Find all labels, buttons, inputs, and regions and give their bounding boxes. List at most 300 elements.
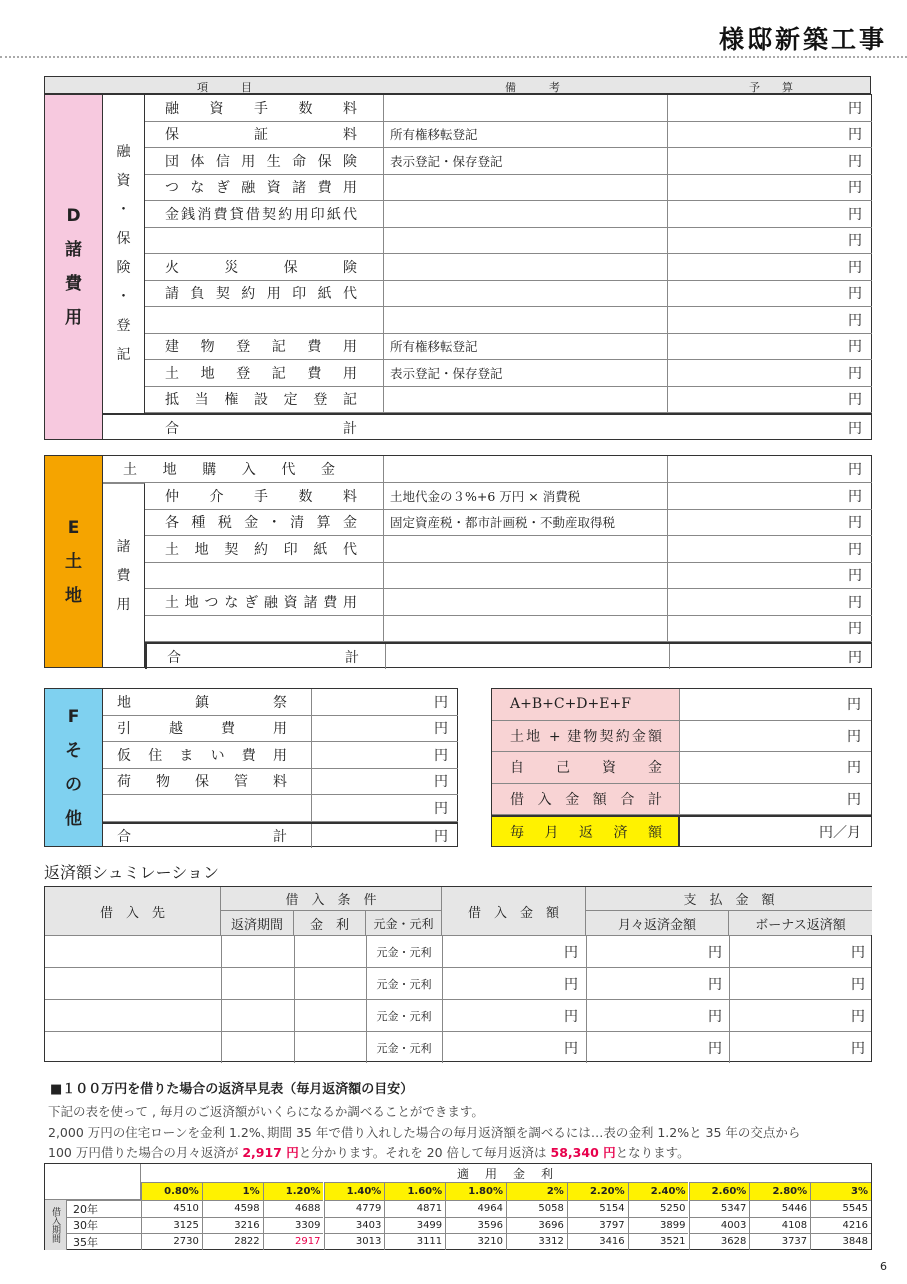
side-label: 借入期間: [45, 1200, 67, 1250]
divider: [221, 936, 222, 967]
section-label-char: の: [65, 774, 82, 795]
row-yen: 円: [848, 339, 862, 356]
table-row: [145, 281, 872, 308]
value-cell: 3797: [567, 1217, 628, 1234]
sim-row: [45, 1031, 871, 1063]
row-note: 所有権移転登記: [390, 339, 478, 355]
value-cell: 2730: [141, 1233, 202, 1250]
summary-label: [510, 784, 662, 815]
table-row: [103, 795, 458, 822]
header-budget: 予 算: [749, 81, 793, 94]
row-note: [384, 387, 390, 413]
total-text: 合 計: [167, 649, 359, 666]
term-cell: 35年: [67, 1233, 141, 1250]
row-note: [384, 228, 390, 254]
sim-amount-yen: 円: [564, 1040, 578, 1057]
row-item: [165, 254, 357, 280]
row-note: [384, 281, 390, 307]
table-row: [103, 716, 458, 743]
quick-desc-3: [48, 1143, 690, 1161]
value-cell: 4779: [324, 1200, 385, 1217]
sublabel-char: 登: [116, 318, 131, 334]
row-item-text: 土地契約印紙代: [165, 541, 357, 558]
value-cell: 5250: [628, 1200, 689, 1217]
row-item-text: 火 災 保 険: [165, 259, 357, 276]
row-item-text: 保 証 料: [165, 127, 357, 144]
row-yen: 円: [848, 515, 862, 532]
desc3-e: となります。: [615, 1145, 690, 1160]
section-label-char: E: [67, 517, 80, 538]
row-note: [384, 201, 390, 227]
row-item: [117, 769, 287, 795]
divider: [0, 56, 907, 58]
sim-type: 元金・元利: [376, 977, 432, 991]
value-cell: 3013: [324, 1233, 385, 1250]
sim-amount-yen: 円: [564, 976, 578, 993]
total-yen: 円: [434, 828, 448, 845]
value-cell: 4688: [263, 1200, 324, 1217]
sim-bonus-yen: 円: [851, 944, 865, 961]
sim-amount-yen: 円: [564, 1008, 578, 1025]
row-note: [384, 307, 390, 333]
sim-rate-header: 金 利: [294, 911, 366, 935]
divider: [667, 228, 668, 254]
sim-bonus-yen: 円: [851, 1040, 865, 1057]
rate-cell: 2.40%: [628, 1182, 689, 1200]
divider: [667, 175, 668, 201]
row-note: 表示登記・保存登記: [390, 153, 503, 169]
table-row: [145, 201, 872, 228]
section-label-char: 他: [65, 808, 82, 829]
table-row: [145, 228, 872, 255]
sim-monthly-yen: 円: [708, 1008, 722, 1025]
value-cell: 5154: [567, 1200, 628, 1217]
rate-cell: 2%: [506, 1182, 567, 1200]
total-row: [103, 413, 872, 440]
row-yen: 円: [848, 365, 862, 382]
section-d-sublabel: [103, 95, 145, 413]
row-yen: 円: [848, 233, 862, 250]
row-yen: 円: [848, 127, 862, 144]
section-e-sublabel: [103, 483, 145, 668]
row-yen: 円: [848, 100, 862, 117]
row-item: [165, 563, 357, 589]
monthly-text: 毎 月 返 済 額: [510, 824, 662, 841]
row-yen: 円: [848, 180, 862, 197]
total-label: [117, 824, 287, 848]
quick-title: ■１００万円を借りた場合の返済早見表（毎月返済額の目安）: [50, 1082, 414, 1097]
row-yen: 円: [434, 747, 448, 764]
row-item: [165, 228, 357, 254]
table-row: [145, 122, 872, 149]
sim-monthly-yen: 円: [708, 976, 722, 993]
divider: [667, 122, 668, 148]
row-item: [117, 689, 287, 715]
sublabel-char: 険: [116, 260, 131, 276]
quick-desc-1: 下記の表を使って , 毎月のご返済額がいくらになるか調べることができます。: [48, 1104, 484, 1119]
section-label-char: 地: [65, 585, 82, 606]
value-cell: 4216: [810, 1217, 871, 1234]
total-row: [103, 822, 458, 848]
total-text: 合 計: [165, 420, 357, 437]
rate-cell: 1%: [202, 1182, 263, 1200]
section-d-label: [45, 95, 103, 439]
divider: [221, 1032, 222, 1063]
divider: [667, 201, 668, 227]
summary-yen: 円: [847, 728, 861, 745]
divider: [294, 968, 295, 999]
row-yen: 円: [848, 286, 862, 303]
rate-cell: 1.60%: [384, 1182, 445, 1200]
divider: [667, 510, 668, 536]
row-note: [384, 175, 390, 201]
sim-bonus-yen: 円: [851, 1008, 865, 1025]
row-item: [165, 334, 357, 360]
monthly-row: [492, 815, 871, 846]
desc3-a: 100 万円借りた場合の月々返済が: [48, 1145, 243, 1160]
sim-bonus-header: ボーナス返済額: [729, 911, 872, 935]
row-note: 表示登記・保存登記: [390, 365, 503, 381]
table-row: [145, 483, 872, 510]
section-label-char: D: [66, 206, 81, 226]
desc3-c: と分かります。それを 20 倍して毎月返済は: [298, 1145, 551, 1160]
row-item-text: 請負契約用印紙代: [165, 286, 357, 303]
table-row: [103, 769, 458, 796]
sim-bonus-yen: 円: [851, 976, 865, 993]
row-item-text: 土 地 登 記 費 用: [165, 365, 357, 382]
total-yen: 円: [848, 420, 862, 437]
row-yen: 円: [848, 153, 862, 170]
page-number: 6: [880, 1260, 887, 1273]
rate-cell: 1.40%: [324, 1182, 385, 1200]
simulation-title: 返済額シュミレーション: [44, 863, 220, 882]
value-cell: 5347: [689, 1200, 750, 1217]
section-label-char: そ: [65, 740, 82, 761]
total-yen: 円: [848, 649, 862, 666]
section-label-char: 土: [65, 551, 82, 572]
divider: [669, 644, 670, 669]
row-item: [165, 360, 357, 386]
total-row: [145, 642, 872, 669]
divider: [311, 769, 312, 795]
divider: [294, 936, 295, 967]
quick-desc-2: 2,000 万円の住宅ローンを金利 1.2%､期間 35 年で借り入れした場合の毎月返済額を調べるには…表の金利 1.2%と 35 年の交点から: [48, 1125, 801, 1140]
value-cell: 3521: [628, 1233, 689, 1250]
section-f-label: [45, 689, 103, 846]
row-note: [384, 95, 390, 121]
desc3-highlight-1: 2,917 円: [242, 1145, 299, 1160]
table-row: [145, 510, 872, 537]
section-e-label: [45, 456, 103, 667]
row-item-text: 地 鎮 祭: [117, 694, 287, 711]
row-yen: 円: [848, 259, 862, 276]
row-yen: 円: [848, 541, 862, 558]
desc3-highlight-2: 58,340 円: [550, 1145, 616, 1160]
row-yen: 円: [848, 462, 862, 478]
total-label: [165, 415, 357, 440]
value-cell: 3309: [263, 1217, 324, 1234]
row-yen: 円: [848, 621, 862, 638]
divider: [667, 589, 668, 615]
divider: [311, 742, 312, 768]
table-row: [145, 148, 872, 175]
sublabel-char: 諸: [116, 538, 131, 555]
divider: [385, 644, 386, 669]
value-cell: 4003: [689, 1217, 750, 1234]
table-row: [103, 742, 458, 769]
table-row: [103, 456, 872, 483]
row-item: [165, 589, 357, 615]
sim-pay-header: 支 払 金 額: [586, 887, 872, 911]
row-item: [165, 95, 357, 121]
row-yen: 円: [848, 594, 862, 611]
summary-row: [492, 784, 871, 816]
table-row: [145, 95, 872, 122]
row-note: 所有権移転登記: [390, 127, 478, 143]
divider: [667, 483, 668, 509]
summary-label: [510, 721, 662, 752]
sim-type: 元金・元利: [376, 945, 432, 959]
sim-type-header: 元金・元利: [366, 911, 442, 935]
summary-yen: 円: [847, 760, 861, 777]
value-cell: 4108: [749, 1217, 810, 1234]
sim-period-header: 返済期間: [221, 911, 294, 935]
row-item: [123, 456, 335, 482]
section-label-char: 費: [65, 274, 82, 294]
simulation-table: [44, 886, 872, 1062]
divider: [311, 824, 312, 848]
divider: [667, 254, 668, 280]
divider: [221, 1000, 222, 1031]
monthly-unit: 円／月: [819, 824, 861, 841]
value-cell: 4871: [384, 1200, 445, 1217]
monthly-label: [510, 817, 662, 846]
summary-row: [492, 721, 871, 753]
value-cell: 3628: [689, 1233, 750, 1250]
value-cell: 3737: [749, 1233, 810, 1250]
summary-row: [492, 752, 871, 784]
sublabel-char: ・: [116, 202, 131, 218]
table-row: [145, 616, 872, 643]
header-blank: [45, 1164, 141, 1200]
value-cell: 4510: [141, 1200, 202, 1217]
divider: [667, 387, 668, 413]
section-label-char: 用: [65, 308, 82, 328]
rate-cell: 2.80%: [749, 1182, 810, 1200]
row-item: [165, 510, 357, 536]
section-e: [44, 455, 872, 668]
rate-cell: 0.80%: [141, 1182, 202, 1200]
row-item: [165, 307, 357, 333]
sublabel-char: 記: [116, 347, 131, 363]
table-row: [145, 387, 872, 414]
divider: [667, 360, 668, 386]
section-f: [44, 688, 458, 847]
sim-lender-header: 借 入 先: [45, 887, 221, 935]
value-cell: 3899: [628, 1217, 689, 1234]
row-item-text: 仲 介 手 数 料: [165, 488, 357, 505]
sim-monthly-header: 月々返済金額: [586, 911, 729, 935]
value-cell: 3416: [567, 1233, 628, 1250]
divider: [311, 716, 312, 742]
divider: [667, 563, 668, 589]
sim-row: [45, 999, 871, 1031]
row-item-text: 仮住まい費用: [117, 747, 287, 764]
sim-cond-header: 借 入 条 件: [221, 887, 442, 911]
term-cell: 30年: [67, 1217, 141, 1234]
row-item-text: 土地つなぎ融資諸費用: [165, 594, 357, 611]
summary-text: 自 己 資 金: [510, 760, 662, 777]
value-cell: 2917: [263, 1233, 324, 1250]
summary-text: 土地 + 建物契約金額: [510, 728, 662, 745]
rate-cell: 3%: [810, 1182, 871, 1200]
value-cell: 3210: [445, 1233, 506, 1250]
section-d: [44, 94, 872, 440]
row-item-text: 土 地 購 入 代 金: [123, 462, 335, 478]
row-item-text: 金銭消費貸借契約用印紙代: [165, 206, 357, 223]
row-item: [165, 536, 357, 562]
row-yen: 円: [848, 206, 862, 223]
row-item: [165, 281, 357, 307]
table-row: [145, 254, 872, 281]
row-note: 土地代金の３%+6 万円 × 消費税: [390, 488, 581, 504]
summary-text: 借入金額合計: [510, 791, 662, 808]
rate-cell: 1.80%: [445, 1182, 506, 1200]
row-yen: 円: [848, 392, 862, 409]
row-item: [165, 148, 357, 174]
total-label: [167, 644, 359, 669]
divider: [221, 968, 222, 999]
rate-cell: 2.20%: [567, 1182, 628, 1200]
value-cell: 3848: [810, 1233, 871, 1250]
value-cell: 5545: [810, 1200, 871, 1217]
value-cell: 3499: [384, 1217, 445, 1234]
value-cell: 5446: [749, 1200, 810, 1217]
divider: [667, 148, 668, 174]
summary-yen: 円: [847, 791, 861, 808]
row-item-text: 荷 物 保 管 料: [117, 774, 287, 791]
sim-amount-header: 借 入 金 額: [442, 887, 586, 935]
sim-type: 元金・元利: [376, 1041, 432, 1055]
row-item: [165, 616, 357, 642]
table-row: [145, 589, 872, 616]
sublabel-char: 費: [116, 567, 131, 584]
row-item-text: つなぎ融資諸費用: [165, 180, 357, 197]
value-cell: 3111: [384, 1233, 445, 1250]
value-cell: 5058: [506, 1200, 567, 1217]
value-cell: 3216: [202, 1217, 263, 1234]
quick-table: [44, 1163, 872, 1250]
row-item-text: 抵 当 権 設 定 登 記: [165, 392, 357, 409]
rate-cell: 2.60%: [689, 1182, 750, 1200]
divider: [311, 795, 312, 821]
table-row: [145, 563, 872, 590]
row-yen: 円: [848, 488, 862, 505]
summary-text: A+B+C+D+E+F: [510, 696, 631, 713]
row-item: [165, 201, 357, 227]
total-text: 合 計: [117, 828, 287, 845]
table-row: [145, 307, 872, 334]
divider: [667, 281, 668, 307]
row-note: 固定資産税・都市計画税・不動産取得税: [390, 515, 616, 531]
value-cell: 3596: [445, 1217, 506, 1234]
divider: [667, 334, 668, 360]
term-cell: 20年: [67, 1200, 141, 1217]
page-title: 様邸新築工事: [718, 25, 887, 54]
row-note: [384, 254, 390, 280]
sublabel-char: 用: [116, 596, 131, 613]
divider: [667, 616, 668, 642]
table-row: [145, 360, 872, 387]
sim-amount-yen: 円: [564, 944, 578, 961]
sim-type: 元金・元利: [376, 1009, 432, 1023]
row-item: [165, 122, 357, 148]
table-row: [145, 334, 872, 361]
summary-label: [510, 689, 662, 720]
table-header: [44, 76, 871, 94]
sim-row: [45, 935, 871, 967]
value-cell: 3403: [324, 1217, 385, 1234]
summary-label: [510, 752, 662, 783]
divider: [667, 95, 668, 121]
row-yen: 円: [848, 568, 862, 585]
sublabel-char: 資: [116, 173, 131, 189]
row-note: [384, 536, 390, 562]
row-yen: 円: [434, 721, 448, 738]
sublabel-char: 融: [116, 144, 131, 160]
table-row: [145, 175, 872, 202]
row-yen: 円: [434, 694, 448, 711]
summary-row: [492, 689, 871, 721]
sim-row: [45, 967, 871, 999]
divider: [294, 1000, 295, 1031]
row-item-text: 各種税金･清算金: [165, 515, 357, 532]
divider: [311, 689, 312, 715]
sublabel-char: ・: [116, 289, 131, 305]
row-item: [117, 795, 287, 821]
sim-monthly-yen: 円: [708, 944, 722, 961]
header-item: 項 目: [197, 81, 252, 94]
row-item: [117, 742, 287, 768]
row-item: [117, 716, 287, 742]
table-row: [145, 536, 872, 563]
row-item-text: 融 資 手 数 料: [165, 100, 357, 117]
sim-monthly-yen: 円: [708, 1040, 722, 1057]
rate-cell: 1.20%: [263, 1182, 324, 1200]
header-note: 備 考: [505, 81, 560, 94]
row-item-text: 引 越 費 用: [117, 721, 287, 738]
row-item-text: 建 物 登 記 費 用: [165, 339, 357, 356]
row-note: [384, 616, 390, 642]
section-label-char: F: [67, 706, 80, 727]
divider: [667, 536, 668, 562]
sublabel-char: 保: [116, 231, 131, 247]
value-cell: 2822: [202, 1233, 263, 1250]
row-item: [165, 483, 357, 509]
rate-header: 適 用 金 利: [456, 1166, 555, 1181]
summary-yen: 円: [847, 697, 861, 714]
value-cell: 3125: [141, 1217, 202, 1234]
row-yen: 円: [434, 774, 448, 791]
table-row: [103, 689, 458, 716]
value-cell: 3696: [506, 1217, 567, 1234]
row-note: [384, 589, 390, 615]
row-yen: 円: [434, 800, 448, 817]
value-cell: 3312: [506, 1233, 567, 1250]
row-note: [384, 563, 390, 589]
row-yen: 円: [848, 312, 862, 329]
section-label-char: 諸: [65, 240, 82, 260]
